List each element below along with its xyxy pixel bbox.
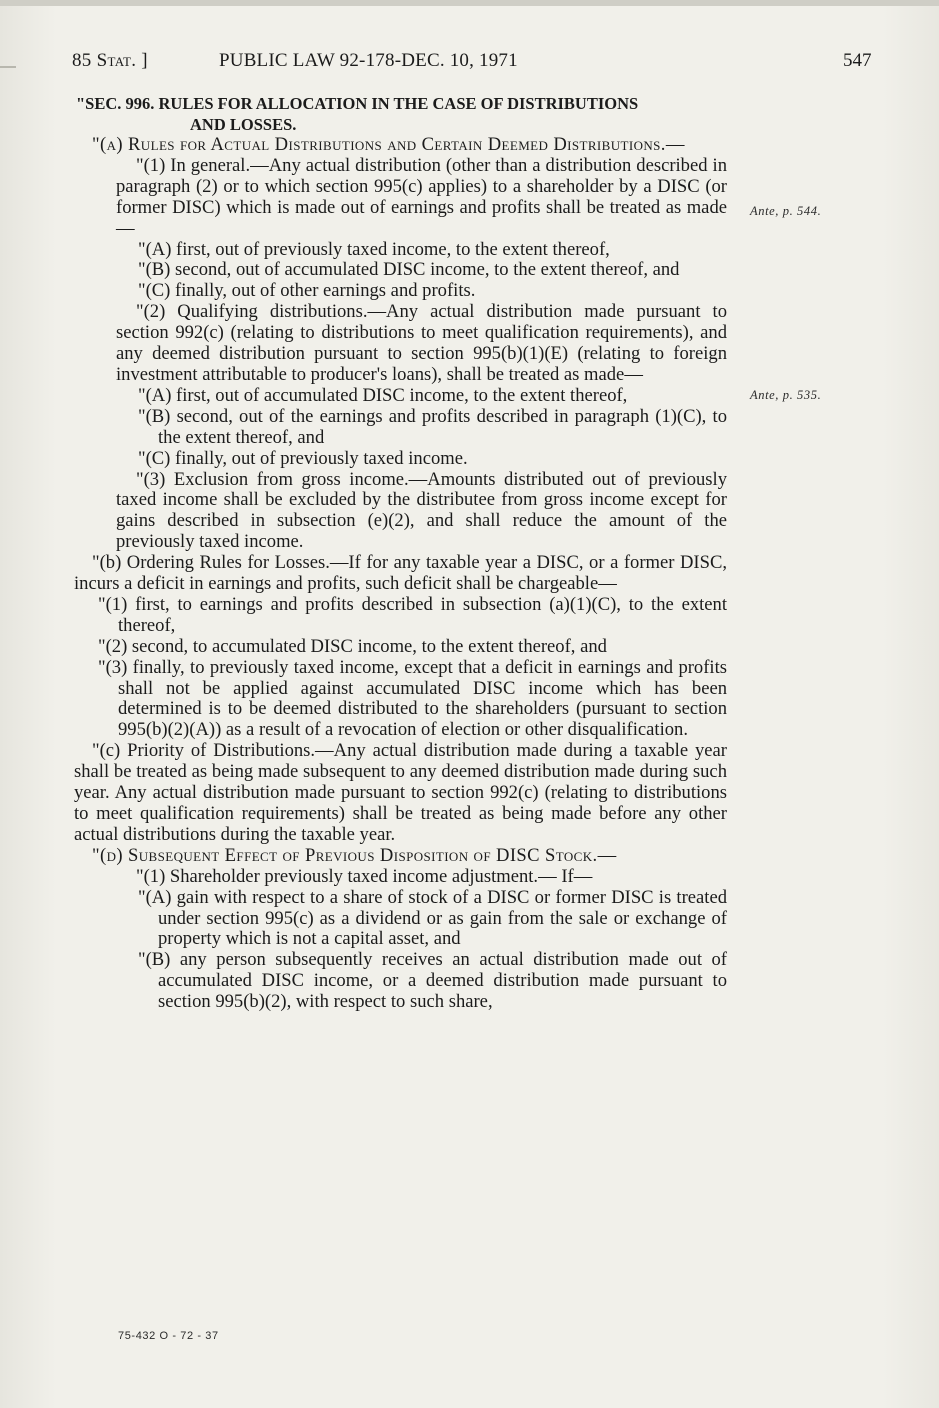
paragraph-a1C: "(C) finally, out of other earnings and profits. xyxy=(138,280,476,302)
subsection-a-heading: "(a) Rules for Actual Distributions and Certain Deemed Distributions.— xyxy=(92,134,685,155)
paragraph-b1: "(1) first, to earnings and profits described in subsection (a)(1)(C), to the extent thereof, xyxy=(98,593,727,636)
margin-note-ante-535: Ante, p. 535. xyxy=(750,388,822,402)
volume-reference: 85 Stat. ] xyxy=(72,50,148,71)
paragraph-b3: "(3) finally, to previously taxed income, except that a deficit in earnings and profits shall not be applied against accumulated DISC income which has been determined is to be deemed distributed to the shareholders (pursuant to section 995(b)(2)(A)) as a result of a revocation of election or other disqualification. xyxy=(98,656,727,741)
paragraph-a2: "(2) Qualifying distributions.—Any actual distribution made pursuant to section 992(c) (relating to distributions to meet qualification requirements), and any deemed distribution pursuant to section 995(b)(1)(E) (relating to foreign investment attributable to producer's loans), shall be treated as made— xyxy=(116,301,727,385)
paragraph-a1B: "(B) second, out of accumulated DISC income, to the extent thereof, and xyxy=(138,259,680,281)
statute-text xyxy=(74,93,727,1013)
page-header xyxy=(0,50,939,76)
paragraph-a2C: "(C) finally, out of previously taxed income. xyxy=(138,447,468,469)
paragraph-d1B: "(B) any person subsequently receives an actual distribution made out of accumulated DISC income, or a deemed distribution made pursuant to section 995(b)(2), with respect to such share, xyxy=(138,949,727,1013)
subsection-b: "(b) Ordering Rules for Losses.—If for any taxable year a DISC, or a former DISC, incurs a deficit in earnings and profits, such deficit shall be chargeable— xyxy=(74,552,727,595)
subsection-d-heading: "(d) Subsequent Effect of Previous Disposition of DISC Stock.— xyxy=(92,844,617,866)
paragraph-a1A: "(A) first, out of previously taxed income, to the extent thereof, xyxy=(138,238,610,260)
margin-note-ante-544: Ante, p. 544. xyxy=(750,204,822,218)
paragraph-a2B: "(B) second, out of the earnings and profits described in paragraph (1)(C), to the extent thereof, and xyxy=(138,405,727,448)
law-title: PUBLIC LAW 92-178-DEC. 10, 1971 xyxy=(219,50,518,71)
paragraph-a3: "(3) Exclusion from gross income.—Amounts distributed out of previously taxed income shall be excluded by the distributee from gross income except for gains described in subsection (e)(2), and shall reduce the amount of the previously taxed income. xyxy=(116,468,727,553)
print-code: 75-432 O - 72 - 37 xyxy=(118,1330,219,1342)
page-number: 547 xyxy=(843,50,872,71)
subsection-c: "(c) Priority of Distributions.—Any actual distribution made during a taxable year shall be treated as being made subsequent to any deemed distribution made during such year. Any actual distribution made pursuant to section 992(c) (relating to distributions to meet qualification requirements) shall be treated as being made before any other actual distributions during the taxable year. xyxy=(74,740,727,845)
paragraph-d1: "(1) Shareholder previously taxed income adjustment.— If— xyxy=(136,865,593,887)
paragraph-a2A: "(A) first, out of accumulated DISC income, to the extent thereof, xyxy=(138,384,628,406)
paragraph-a1: "(1) In general.—Any actual distribution (other than a distribution described in paragraph (2) or to which section 995(c) applies) to a shareholder by a DISC (or former DISC) which is made out of earnings and profits shall be treated as made— xyxy=(116,154,727,239)
paragraph-d1A: "(A) gain with respect to a share of stock of a DISC or former DISC is treated under section 995(c) as a dividend or as gain from the sale or exchange of property which is not a capital asset, and xyxy=(138,886,727,950)
section-title xyxy=(74,93,727,135)
paragraph-b2: "(2) second, to accumulated DISC income, to the extent thereof, and xyxy=(98,635,607,657)
section-title-line1: "SEC. 996. RULES FOR ALLOCATION IN THE CASE OF DISTRIBUTIONS xyxy=(76,94,639,113)
section-title-line2: AND LOSSES. xyxy=(190,115,297,134)
scan-edge xyxy=(0,0,939,6)
